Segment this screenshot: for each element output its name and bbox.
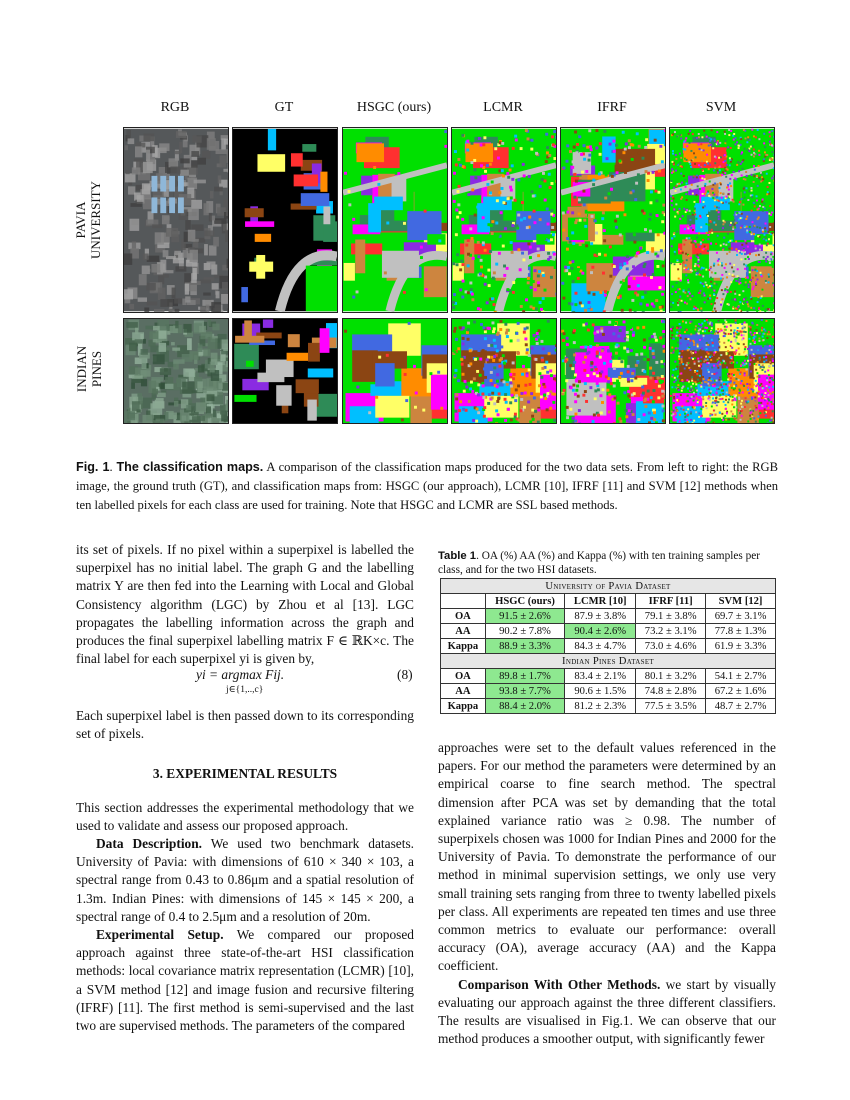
map-pavia-rgb: [123, 127, 229, 313]
table-row-metric: Kappa: [441, 699, 486, 714]
table-row: [441, 684, 776, 699]
table-row: [441, 624, 776, 639]
table-row-metric: OA: [441, 669, 486, 684]
map-indian-lcmr: [451, 318, 557, 424]
table-row-metric: AA: [441, 684, 486, 699]
equation-body: yi = argmax Fij.: [196, 667, 285, 682]
data-description-text: We used two benchmark datasets. University of Pavia: with dimensions of 610 × 340 × 103, a spectral range from 0.43 to 0.86μm and a spatial resolution of 1.3m. Indian Pines: with dimensions of 145 × 145 × 200, a spectral range of 0.4 to 2.5μm and a resolution of 20m.: [76, 836, 415, 924]
table-row-metric: AA: [441, 624, 486, 639]
table-header-cell: SVM [12]: [706, 594, 776, 609]
right-paragraph-2: [438, 976, 776, 1049]
table-section-title: Indian Pines Dataset: [441, 654, 776, 669]
left-paragraph-5: [76, 926, 414, 1035]
experimental-setup-text: We compared our proposed approach against three state-of-the-art HSI classification methods: local covariance matrix representation (LCMR) [10], a SVM method [12] and image fusion and recursive filtering (IFRF) [11]. The first method is semi-supervised and the last two are supervised methods. The parameters of the compared: [76, 927, 414, 1034]
table-cell: 73.0 ± 4.6%: [636, 639, 706, 654]
table-header-cell: HSGC (ours): [485, 594, 564, 609]
equation-subscript: j∈{1,..,c}: [226, 685, 264, 695]
table-cell: 77.8 ± 1.3%: [706, 624, 776, 639]
table-cell: 73.2 ± 3.1%: [636, 624, 706, 639]
row-label-pavia-line2: UNIVERSITY: [88, 181, 103, 259]
table-header-cell: IFRF [11]: [636, 594, 706, 609]
table-section-row: [441, 654, 776, 669]
table-cell: 48.7 ± 2.7%: [706, 699, 776, 714]
table-cell: 61.9 ± 3.3%: [706, 639, 776, 654]
column-header-gt: GT: [274, 100, 294, 115]
table-header-cell: LCMR [10]: [565, 594, 636, 609]
left-paragraph-4: [76, 835, 414, 926]
table-cell: 67.2 ± 1.6%: [706, 684, 776, 699]
row-label-pavia-line1: PAVIA: [73, 201, 88, 239]
map-indian-hsgc: [342, 318, 448, 424]
table-row: [441, 639, 776, 654]
table-row: [441, 609, 776, 624]
table-section-row: [441, 579, 776, 594]
left-column-bottom: [76, 707, 414, 1035]
map-pavia-gt: [232, 127, 338, 313]
map-indian-rgb: [123, 318, 229, 424]
table-cell: 81.2 ± 2.3%: [565, 699, 636, 714]
table-cell: 90.2 ± 7.8%: [485, 624, 564, 639]
table-caption-text: . OA (%) AA (%) and Kappa (%) with ten training samples per class, and for the two HSI datasets.: [438, 550, 761, 576]
table-cell: 87.9 ± 3.8%: [565, 609, 636, 624]
table-cell: 79.1 ± 3.8%: [636, 609, 706, 624]
figure-caption-title: The classification maps.: [116, 460, 264, 474]
map-pavia-svm: [669, 127, 775, 313]
row-label-indian-line1: INDIAN: [74, 345, 89, 393]
figure-caption: Fig. 1. The classification maps. A comparison of the classification maps produced for the two data sets. From left to right: the RGB image, the ground truth (GT), and classification maps from: HSGC (our approach), LCMR [10], IFRF [11] and SVM [12] methods when ten labelled pixels for each class are used for training. Note that HSGC and LCMR are SSL based methods.: [76, 460, 778, 512]
comparison-head: Comparison With Other Methods.: [458, 976, 661, 992]
table-cell: 89.8 ± 1.7%: [485, 669, 564, 684]
table-cell: 93.8 ± 7.7%: [485, 684, 564, 699]
table-section-title: University of Pavia Dataset: [441, 579, 776, 594]
table-cell: 54.1 ± 2.7%: [706, 669, 776, 684]
table-cell: 80.1 ± 3.2%: [636, 669, 706, 684]
map-pavia-ifrf: [560, 127, 666, 313]
row-label-pavia: [73, 170, 107, 270]
data-description-head: Data Description.: [96, 836, 203, 852]
row-label-indian: [74, 334, 108, 404]
figure-caption-text: A comparison of the classification maps produced for the two data sets. From left to right: the RGB image, the ground truth (GT), and classification maps from: HSGC (our approach), LCMR [10], IFRF [11] and SVM [12] methods when ten labelled pixels for each class are used for training. Note that HSGC and LCMR are SSL based methods.: [76, 460, 778, 512]
results-table: [440, 578, 776, 714]
map-indian-svm: [669, 318, 775, 424]
table-label: Table 1: [438, 550, 477, 562]
table-row-metric: Kappa: [441, 639, 486, 654]
table-header-cell: [441, 594, 486, 609]
table-header-row: [441, 594, 776, 609]
table-cell: 77.5 ± 3.5%: [636, 699, 706, 714]
table-cell: 84.3 ± 4.7%: [565, 639, 636, 654]
equation-number: (8): [397, 667, 413, 682]
map-indian-ifrf: [560, 318, 666, 424]
table-cell: 83.4 ± 2.1%: [565, 669, 636, 684]
map-pavia-hsgc: [342, 127, 448, 313]
table-cell: 91.5 ± 2.6%: [485, 609, 564, 624]
table-row: [441, 699, 776, 714]
column-header-lcmr: LCMR: [483, 100, 523, 115]
experimental-setup-head: Experimental Setup.: [96, 927, 224, 943]
table-row: [441, 669, 776, 684]
table-cell: 90.4 ± 2.6%: [565, 624, 636, 639]
table-cell: 88.4 ± 2.0%: [485, 699, 564, 714]
left-paragraph-2: Each superpixel label is then passed down to its corresponding set of pixels.: [76, 708, 414, 742]
equation-8: [196, 667, 285, 695]
map-indian-gt: [232, 318, 338, 424]
column-header-svm: SVM: [705, 100, 737, 115]
section-title: 3. EXPERIMENTAL RESULTS: [152, 766, 338, 782]
column-header-hsgc: HSGC (ours): [356, 100, 432, 115]
column-header-rgb: RGB: [160, 100, 190, 115]
left-column-top: [76, 541, 414, 668]
left-paragraph-1: its set of pixels. If no pixel within a superpixel is labelled the superpixel has no initial label. The graph G and the labelling matrix Y are then fed into the Learning with Local and Global Consistency algorithm (LGC) by Zhou et al [13]. LGC propagates the labelling information across the graph and produces the final superpixel labelling matrix F ∈ ℝK×c. The final label for each superpixel yi is given by,: [76, 542, 414, 667]
table-cell: 88.9 ± 3.3%: [485, 639, 564, 654]
table-cell: 90.6 ± 1.5%: [565, 684, 636, 699]
table-row-metric: OA: [441, 609, 486, 624]
column-header-ifrf: IFRF: [597, 100, 627, 115]
left-paragraph-3: This section addresses the experimental methodology that we used to validate and assess our proposed approach.: [76, 799, 414, 833]
table-cell: 74.8 ± 2.8%: [636, 684, 706, 699]
comparison-text: we start by visually evaluating our approach against the three different classifiers. The results are visualised in Fig.1. We can observe that our method produces a smoother output, with significantly fewer: [438, 976, 776, 1047]
right-paragraph-1: approaches were set to the default values referenced in the papers. For our method the parameters were determined by an empirical coarse to fine search method. The spectral dimension after PCA was set by demanding that the total explained variance ratio was ≥ 0.98. The number of superpixels chosen was 1000 for Indian Pines and 2000 for the University of Pavia. To demonstrate the performance of our method in minimal supervision settings, we only use very small training sets ranging from three to twenty labelled pixels per class. All experiments are repeated ten times and use three common metrics to evaluate our performance: overall accuracy (OA), average accuracy (AA) and the Kappa coefficient.: [438, 740, 776, 974]
figure-caption-label: Fig. 1: [76, 460, 110, 474]
map-pavia-lcmr: [451, 127, 557, 313]
table-cell: 69.7 ± 3.1%: [706, 609, 776, 624]
row-label-indian-line2: PINES: [89, 350, 104, 388]
table-caption: [438, 549, 778, 577]
right-column: [438, 739, 776, 1048]
